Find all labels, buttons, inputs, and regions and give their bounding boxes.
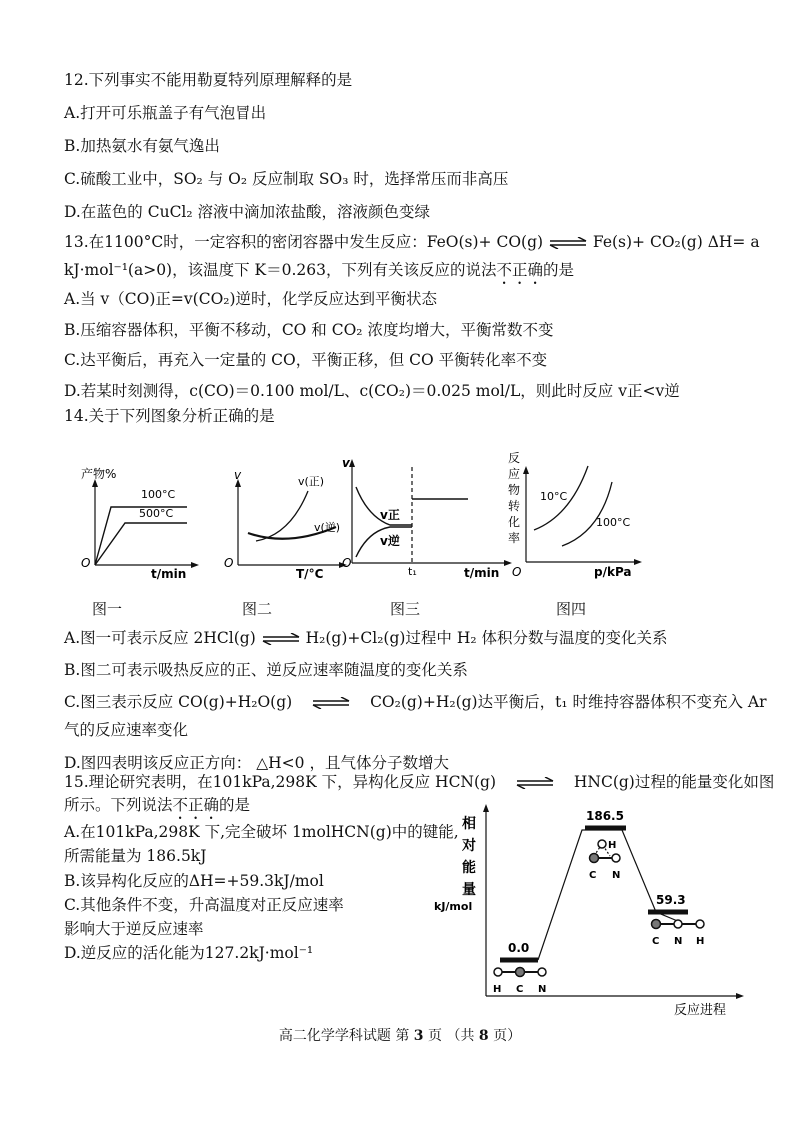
hcn-molecule-icon (494, 968, 546, 977)
q13-option-d: D.若某时刻测得，c(CO)＝0.100 mol/L、c(CO₂)＝0.025 mol/L，则此时反应 v正<v逆 (64, 382, 680, 400)
q14-option-b: B.图二可表示吸热反应的正、逆反应速率随温度的变化关系 (64, 661, 468, 679)
figure-1-caption: 图一 (92, 600, 123, 618)
q15-stem-line2 (64, 795, 250, 823)
fig4-label-10c: 10°C (540, 490, 568, 503)
figure-3 (340, 455, 515, 580)
hcn-atom-h: H (493, 984, 502, 995)
fig1-label-500: 500°C (139, 507, 174, 520)
fig2-label-forward: v(正) (298, 475, 325, 488)
fig4-curve-100c (562, 482, 612, 546)
hnc-molecule-icon (652, 920, 705, 929)
footer-page-number: 3 (413, 1028, 424, 1044)
energy-label-0: 0.0 (508, 941, 530, 955)
q15-option-a: A.在101kPa,298K 下,完全破坏 1molHCN(g)中的键能, (64, 823, 459, 841)
figure-2 (218, 465, 348, 580)
footer-total-pages: 8 (478, 1028, 489, 1044)
equilibrium-arrow-icon (515, 777, 555, 789)
q15-stem-part2: HNC(g)过程的能量变化如图 (573, 773, 775, 791)
fig4-ylabel-3: 物 (508, 483, 521, 497)
energy-y-arrow (483, 804, 489, 812)
fig4-x-arrow (634, 559, 642, 565)
fig2-xlabel: T/°C (296, 567, 324, 580)
fig3-label-reverse: v逆 (380, 534, 400, 548)
fig4-ylabel-6: 率 (508, 531, 521, 545)
fig3-label-forward: v正 (380, 508, 400, 522)
fig2-curve-forward (256, 491, 308, 541)
energy-diagram (430, 800, 750, 1020)
fig1-x-arrow (191, 562, 199, 568)
fig1-xlabel: t/min (151, 567, 187, 580)
energy-ylabel-4: 量 (462, 882, 476, 898)
fig1-ylabel: 产物% (81, 467, 117, 481)
fig4-label-100c: 100°C (596, 516, 631, 529)
hnc-atom-h: H (696, 936, 705, 947)
q14-option-c-cont: 气的反应速率变化 (64, 721, 189, 739)
hnc-atom-c: C (652, 936, 660, 947)
fig2-ylabel: v (234, 468, 242, 482)
fig1-label-100: 100°C (141, 488, 176, 501)
fig4-ylabel-4: 转 (508, 499, 521, 513)
fig3-xlabel: t/min (464, 566, 500, 580)
fig4-xlabel: p/kPa (594, 565, 632, 579)
q13-stem-part1: 13.在1100°C时，一定容积的密闭容器中发生反应：FeO(s)+ CO(g) (64, 233, 544, 251)
energy-xlabel: 反应进程 (674, 1003, 727, 1018)
footer-page-prefix: 第 (395, 1028, 410, 1044)
q13-stem-text: kJ·mol⁻¹(a>0)，该温度下 K＝0.263，下列有关该反应的说法 (64, 261, 497, 279)
fig2-origin: O (224, 556, 234, 570)
q15-stem-end: 的是 (219, 796, 251, 814)
q13-option-c: C.达平衡后，再充入一定量的 CO，平衡正移，但 CO 平衡转化率不变 (64, 351, 548, 369)
q14-option-d: D.图四表明该反应正方向： △H<0 ，且气体分子数增大 (64, 754, 449, 772)
q14-option-a (64, 628, 668, 648)
q15-option-a-cont: 所需能量为 186.5kJ (64, 847, 207, 865)
ts-atom-n: N (612, 870, 621, 881)
fig1-origin: O (81, 556, 91, 570)
fig1-curve-500 (95, 523, 187, 565)
q15-emphasis: 不正确 (172, 796, 220, 814)
hcn-atom-n: N (538, 984, 547, 995)
figure-4-caption: 图四 (556, 600, 587, 618)
energy-x-arrow (736, 993, 744, 999)
q14-stem: 14.关于下列图象分析正确的是 (64, 407, 275, 425)
fig3-t1-label: t₁ (408, 565, 417, 578)
q15-option-b: B.该异构化反应的ΔH=+59.3kJ/mol (64, 872, 324, 890)
fig4-ylabel-5: 化 (508, 515, 521, 529)
fig4-ylabel-1: 反 (508, 451, 521, 465)
page-footer (0, 1025, 800, 1045)
ts-atom-c: C (589, 870, 597, 881)
q12-option-d: D.在蓝色的 CuCl₂ 溶液中滴加浓盐酸，溶液颜色变绿 (64, 203, 431, 221)
q13-stem-part2: Fe(s)+ CO₂(g) ΔH= a (592, 233, 760, 251)
hnc-atom-n: N (674, 936, 683, 947)
equilibrium-arrow-icon (261, 633, 301, 645)
q12-option-a: A.打开可乐瓶盖子有气泡冒出 (64, 104, 267, 122)
q14-option-c (64, 692, 767, 712)
fig3-ylabel: v (342, 456, 350, 470)
q14-option-a-part2: H₂(g)+Cl₂(g)过程中 H₂ 体积分数与温度的变化关系 (305, 629, 668, 647)
q12-option-c: C.硫酸工业中，SO₂ 与 O₂ 反应制取 SO₃ 时，选择常压而非高压 (64, 170, 509, 188)
q13-stem-line2 (64, 260, 574, 288)
q13-stem-line1 (64, 232, 760, 252)
q15-option-c-cont: 影响大于逆反应速率 (64, 920, 204, 938)
energy-unit: kJ/mol (434, 900, 473, 913)
q15-option-d: D.逆反应的活化能为127.2kJ·mol⁻¹ (64, 944, 314, 962)
q13-option-a: A.当 v（CO)正=v(CO₂)逆时，化学反应达到平衡状态 (64, 290, 438, 308)
footer-title: 高二化学学科试题 (278, 1028, 391, 1044)
energy-label-59: 59.3 (656, 893, 686, 907)
q14-option-c-part1: C.图三表示反应 CO(g)+H₂O(g) (64, 693, 293, 711)
fig2-label-reverse: v(逆) (314, 521, 341, 534)
fig3-y-arrow (349, 459, 355, 467)
equilibrium-arrow-icon (548, 237, 588, 249)
q15-stem-part1: 15.理论研究表明，在101kPa,298K 下，异构化反应 HCN(g) (64, 773, 497, 791)
energy-ylabel-1: 相 (462, 816, 476, 832)
q15-stem-line1 (64, 772, 774, 792)
fig4-ylabel-2: 应 (508, 467, 521, 481)
footer-page-mid: 页 （共 (428, 1028, 475, 1044)
energy-ylabel-2: 对 (462, 838, 476, 854)
q12-option-b: B.加热氨水有氨气逸出 (64, 137, 220, 155)
fig4-origin: O (512, 565, 522, 579)
figure-2-caption: 图二 (242, 600, 273, 618)
figure-4 (500, 450, 645, 580)
figure-1 (75, 465, 200, 580)
q15-option-c: C.其他条件不变，升高温度对正反应速率 (64, 896, 344, 914)
q15-stem-text: 所示。下列说法 (64, 796, 173, 814)
fig4-y-arrow (523, 466, 529, 474)
q14-option-a-part1: A.图一可表示反应 2HCl(g) (64, 629, 256, 647)
equilibrium-arrow-icon (311, 697, 351, 709)
q13-emphasis: 不正确 (496, 261, 543, 279)
q13-stem-end: 的是 (543, 261, 575, 279)
q13-option-b: B.压缩容器体积，平衡不移动，CO 和 CO₂ 浓度均增大，平衡常数不变 (64, 321, 554, 339)
q12-stem: 12.下列事实不能用勒夏特列原理解释的是 (64, 71, 353, 89)
energy-ylabel-3: 能 (462, 860, 476, 876)
hcn-atom-c: C (516, 984, 524, 995)
figure-3-caption: 图三 (390, 600, 421, 618)
footer-page-suffix: 页） (493, 1028, 522, 1044)
q14-option-c-part2: CO₂(g)+H₂(g)达平衡后，t₁ 时维持容器体积不变充入 Ar (370, 693, 767, 711)
ts-atom-h: H (608, 840, 617, 851)
fig3-origin: O (342, 556, 352, 570)
energy-label-186: 186.5 (586, 809, 624, 823)
